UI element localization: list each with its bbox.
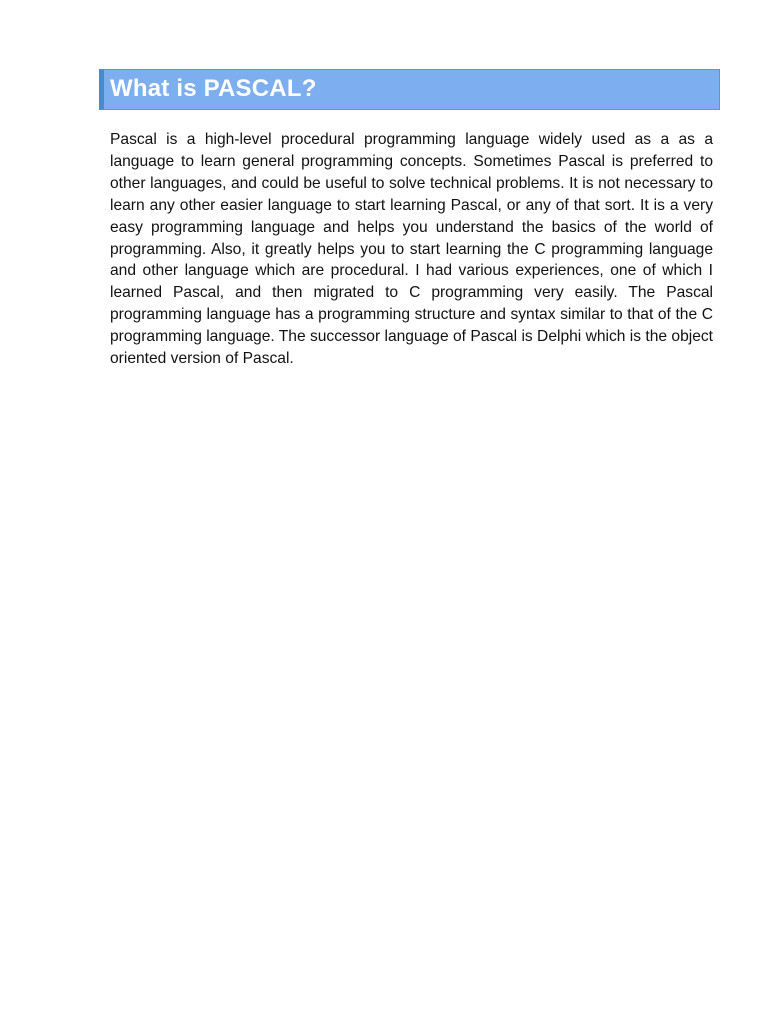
body-paragraph: Pascal is a high-level procedural programming language widely used as a as a language to learn general programming concepts. Sometimes Pascal is preferred to other languages, and could be useful to solve technical problems. It is not necessary to learn any other easier language to start learning Pascal, or any of that sort. It is a very easy programming language and helps you understand the basics of the world of programming. Also, it greatly helps you to start learning the C programming language and other language which are procedural. I had various experiences, one of which I learned Pascal, and then migrated to C programming very easily. The Pascal programming language has a programming structure and syntax similar to that of the C programming language. The successor language of Pascal is Delphi which is the object oriented version of Pascal. (110, 131, 714, 368)
section-heading: What is PASCAL? (110, 75, 317, 102)
section-heading-bar (99, 69, 720, 110)
